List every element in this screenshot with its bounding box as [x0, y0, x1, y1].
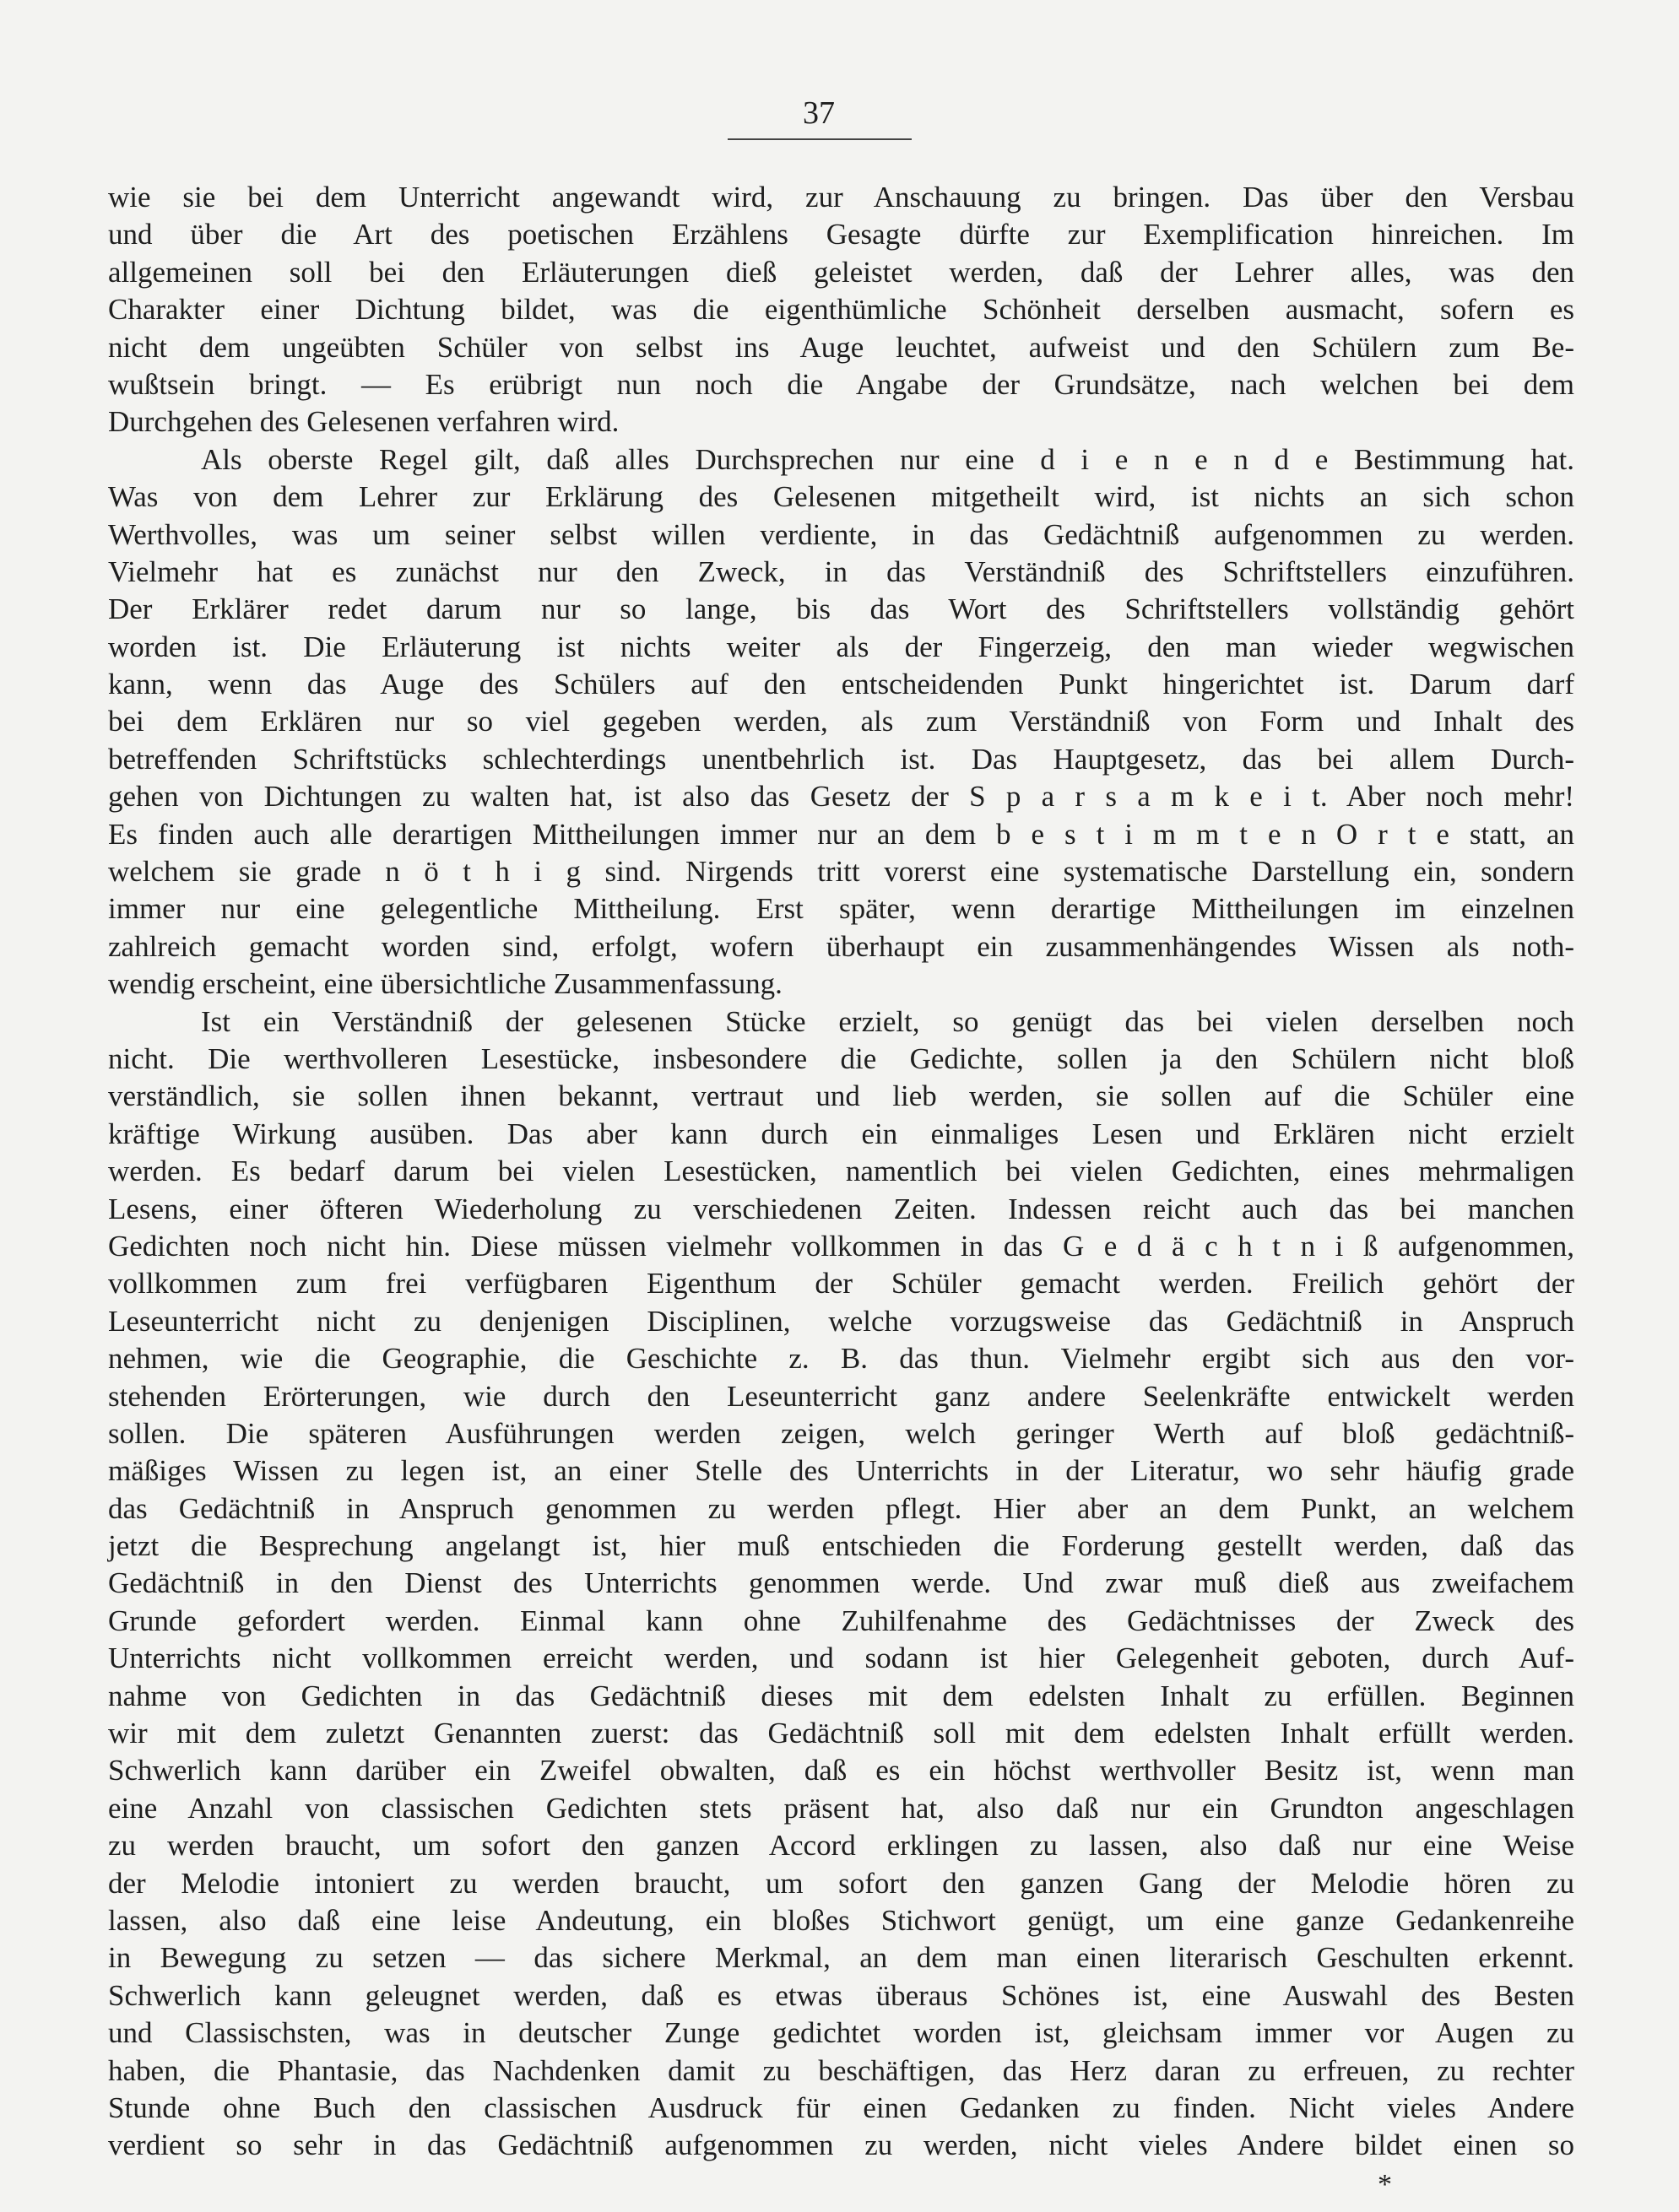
text-line: wendig erscheint, eine übersichtliche Zusammenfassung. — [108, 967, 783, 1001]
text-line: stehenden Erörterungen, wie durch den Leseunterricht ganz andere Seelenkräfte entwickelt werden — [108, 1379, 1574, 1413]
text-line: kann, wenn das Auge des Schülers auf den entscheidenden Punkt hingerichtet ist. Darum darf — [108, 668, 1574, 701]
text-line: nicht. Die werthvolleren Lesestücke, insbesondere die Gedichte, sollen ja den Schülern nicht bloß — [108, 1041, 1574, 1075]
text-line: Es finden auch alle derartigen Mittheilungen immer nur an dem b e s t i m m t e n O r t e statt, an — [108, 817, 1574, 851]
text-line: immer nur eine gelegentliche Mittheilung. Erst später, wenn derartige Mittheilungen im einzelnen — [108, 892, 1574, 926]
text-line: gehen von Dichtungen zu walten hat, ist also das Gesetz der S p a r s a m k e i t. Aber noch mehr! — [108, 780, 1574, 814]
text-line: und Classischsten, was in deutscher Zunge gedichtet worden ist, gleichsam immer vor Augen zu — [108, 2016, 1574, 2050]
page-number: 37 — [803, 95, 835, 131]
text-line: allgemeinen soll bei den Erläuterungen dieß geleistet werden, daß der Lehrer alles, was den — [108, 255, 1574, 289]
text-line: nicht dem ungeübten Schüler von selbst ins Auge leuchtet, aufweist und den Schülern zum Be- — [108, 330, 1574, 364]
text-line: Charakter einer Dichtung bildet, was die eigenthümliche Schönheit derselben ausmacht, sofern es — [108, 293, 1574, 327]
text-line: Leseunterricht nicht zu denjenigen Disciplinen, welche vorzugsweise das Gedächtniß in Anspruch — [108, 1304, 1574, 1338]
text-line: welchem sie grade n ö t h i g sind. Nirgends tritt vorerst eine systematische Darstellung ein, sondern — [108, 855, 1574, 889]
text-line: nahme von Gedichten in das Gedächtniß dieses mit dem edelsten Inhalt zu erfüllen. Beginnen — [108, 1679, 1574, 1712]
text-line: Schwerlich kann darüber ein Zweifel obwalten, daß es ein höchst werthvoller Besitz ist, wenn man — [108, 1754, 1574, 1787]
text-line: wußtsein bringt. — Es erübrigt nun noch die Angabe der Grundsätze, nach welchen bei dem — [108, 367, 1574, 401]
text-line: werden. Es bedarf darum bei vielen Lesestücken, namentlich bei vielen Gedichten, eines mehrmaligen — [108, 1155, 1574, 1188]
text-line: jetzt die Besprechung angelangt ist, hier muß entschieden die Forderung gestellt werden, daß das — [108, 1529, 1574, 1563]
body-text — [108, 179, 1574, 2165]
text-line: Schwerlich kann geleugnet werden, daß es etwas überaus Schönes ist, eine Auswahl des Besten — [108, 1978, 1574, 2012]
text-line: in Bewegung zu setzen — das sichere Merkmal, an dem man einen literarisch Geschulten erkennt. — [108, 1941, 1574, 1975]
text-line: Ist ein Verständniß der gelesenen Stücke erzielt, so genügt das bei vielen derselben noch — [201, 1004, 1574, 1038]
text-line: der Melodie intoniert zu werden braucht, um sofort den ganzen Gang der Melodie hören zu — [108, 1866, 1574, 1900]
text-line: und über die Art des poetischen Erzählens Gesagte dürfte zur Exemplification hinreichen. Im — [108, 218, 1574, 251]
text-line: wir mit dem zuletzt Genannten zuerst: das Gedächtniß soll mit dem edelsten Inhalt erfüllt werden. — [108, 1717, 1574, 1750]
text-line: Stunde ohne Buch den classischen Ausdruck für einen Gedanken zu finden. Nicht vieles Andere — [108, 2090, 1574, 2124]
text-line: Gedichten noch nicht hin. Diese müssen vielmehr vollkommen in das G e d ä c h t n i ß aufgenommen, — [108, 1229, 1574, 1263]
text-line: vollkommen zum frei verfügbaren Eigenthum der Schüler gemacht werden. Freilich gehört der — [108, 1267, 1574, 1301]
text-line: verständlich, sie sollen ihnen bekannt, vertraut und lieb werden, sie sollen auf die Schüler eine — [108, 1079, 1574, 1113]
text-line: zu werden braucht, um sofort den ganzen Accord erklingen zu lassen, also daß nur eine Weise — [108, 1829, 1574, 1863]
text-line: Gedächtniß in den Dienst des Unterrichts genommen werde. Und zwar muß dieß aus zweifachem — [108, 1566, 1574, 1600]
text-line: Werthvolles, was um seiner selbst willen verdiente, in das Gedächtniß aufgenommen zu werden. — [108, 517, 1574, 551]
text-line: Grunde gefordert werden. Einmal kann ohne Zuhilfenahme des Gedächtnisses der Zweck des — [108, 1604, 1574, 1637]
text-line: Durchgehen des Gelesenen verfahren wird. — [108, 405, 620, 439]
text-line: verdient so sehr in das Gedächtniß aufgenommen zu werden, nicht vieles Andere bildet einen so — [108, 2128, 1574, 2162]
text-line: bei dem Erklären nur so viel gegeben werden, als zum Verständniß von Form und Inhalt des — [108, 705, 1574, 738]
text-line: Der Erklärer redet darum nur so lange, bis das Wort des Schriftstellers vollständig gehört — [108, 592, 1574, 626]
text-line: haben, die Phantasie, das Nachdenken damit zu beschäftigen, das Herz daran zu erfreuen, zu rechter — [108, 2053, 1574, 2087]
text-line: nehmen, wie die Geographie, die Geschichte z. B. das thun. Vielmehr ergibt sich aus den vor- — [108, 1342, 1574, 1376]
text-line: eine Anzahl von classischen Gedichten stets präsent hat, also daß nur ein Grundton angeschlagen — [108, 1791, 1574, 1825]
text-line: betreffenden Schriftstücks schlechterdings unentbehrlich ist. Das Hauptgesetz, das bei allem Durch- — [108, 742, 1574, 776]
text-line: kräftige Wirkung ausüben. Das aber kann durch ein einmaliges Lesen und Erklären nicht erzielt — [108, 1117, 1574, 1150]
text-line: Als oberste Regel gilt, daß alles Durchsprechen nur eine d i e n e n d e Bestimmung hat. — [201, 442, 1574, 476]
text-line: sollen. Die späteren Ausführungen werden zeigen, welch geringer Werth auf bloß gedächtniß- — [108, 1416, 1574, 1450]
text-line: Was von dem Lehrer zur Erklärung des Gelesenen mitgetheilt wird, ist nichts an sich schon — [108, 480, 1574, 514]
header-rule — [728, 138, 912, 140]
text-line: wie sie bei dem Unterricht angewandt wird, zur Anschauung zu bringen. Das über den Versbau — [108, 181, 1574, 214]
text-line: Unterrichts nicht vollkommen erreicht werden, und sodann ist hier Gelegenheit geboten, durch Auf- — [108, 1641, 1574, 1675]
text-line: Vielmehr hat es zunächst nur den Zweck, in das Verständniß des Schriftstellers einzuführen. — [108, 554, 1574, 588]
text-line: das Gedächtniß in Anspruch genommen zu werden pflegt. Hier aber an dem Punkt, an welchem — [108, 1491, 1574, 1525]
text-line: worden ist. Die Erläuterung ist nichts weiter als der Fingerzeig, den man wieder wegwischen — [108, 630, 1574, 663]
text-line: lassen, also daß eine leise Andeutung, ein bloßes Stichwort genügt, um eine ganze Gedankenreihe — [108, 1903, 1574, 1937]
text-line: Lesens, einer öfteren Wiederholung zu verschiedenen Zeiten. Indessen reicht auch das bei manchen — [108, 1192, 1574, 1225]
text-line: zahlreich gemacht worden sind, erfolgt, wofern überhaupt ein zusammenhängendes Wissen als noth- — [108, 929, 1574, 963]
text-line: mäßiges Wissen zu legen ist, an einer Stelle des Unterrichts in der Literatur, wo sehr häufig grade — [108, 1454, 1574, 1488]
signature-mark: * — [1378, 2169, 1392, 2200]
